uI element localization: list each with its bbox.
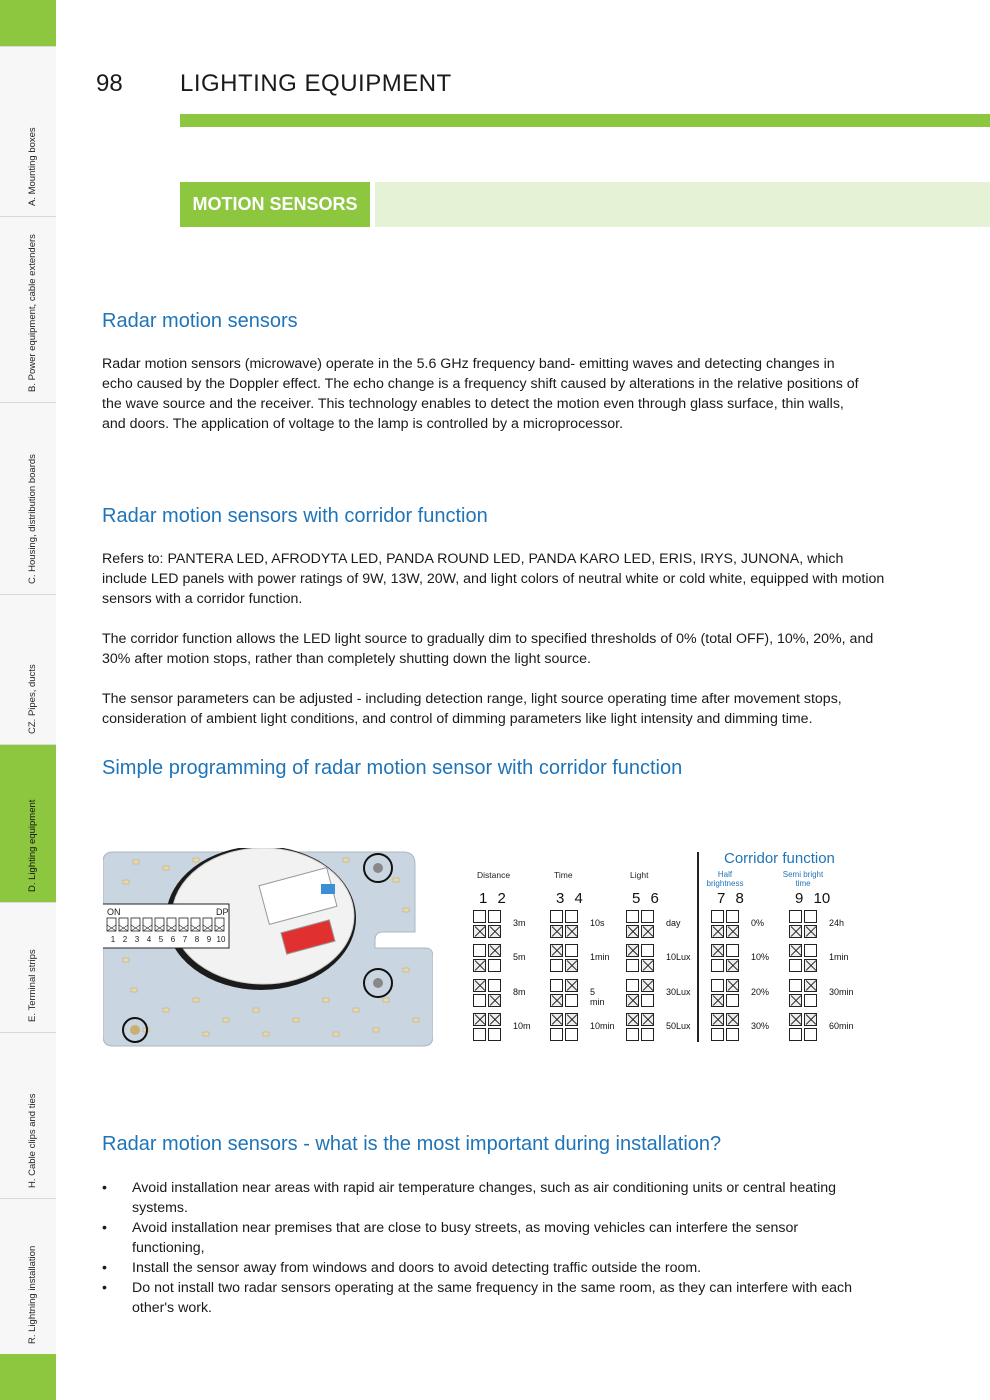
dip-switch-icon [473,944,486,973]
switch-lower-box [473,959,486,972]
dip-number: 7 [182,935,188,944]
setting-value: 24h [829,918,845,928]
switch-upper-box [473,1013,486,1026]
switch-upper-box [626,910,639,923]
group-header: Light [630,870,649,880]
switch-lower-box [488,925,501,938]
switch-lower-box [711,959,724,972]
setting-value: 10m [513,1021,531,1031]
switch-upper-box [473,910,486,923]
dip-switch-icon [789,979,802,1008]
dip-number: 6 [170,935,176,944]
sidebar-tab-label: B. Power equipment, cable extenders [27,234,38,392]
switch-upper-box [488,979,501,992]
sidebar-tab-lighting[interactable] [0,744,56,902]
dip-number: 3 [134,935,140,944]
setting-value: 10min [590,1021,615,1031]
dip-switch-icon [804,944,817,973]
dip-switch-icon [804,1013,817,1042]
switch-lower-box [626,959,639,972]
title-underline-bar [180,114,990,127]
dip-switch-icon [488,1013,501,1042]
dip-switch-icon [488,944,501,973]
dip-number: 8 [194,935,200,944]
switch-lower-box [565,925,578,938]
group-pin-numbers: 5 6 [632,890,659,907]
switch-lower-box [804,1028,817,1041]
switch-lower-box [473,994,486,1007]
switch-upper-box [641,1013,654,1026]
switch-lower-box [641,994,654,1007]
setting-value: 3m [513,918,526,928]
switch-upper-box [565,910,578,923]
switch-upper-box [711,944,724,957]
switch-upper-box [711,1013,724,1026]
switch-lower-box [488,959,501,972]
sidebar-tab-power-equipment[interactable] [0,216,56,402]
dip-switch-icon [711,910,724,939]
switch-upper-box [726,979,739,992]
dip-switch-icon [804,910,817,939]
dip-switch-icon [473,979,486,1008]
sidebar-tab-lightning[interactable] [0,1198,56,1354]
switch-lower-box [726,925,739,938]
switch-lower-box [804,925,817,938]
section-band [375,182,990,227]
dip-switch-icon [789,1013,802,1042]
paragraph-corridor-1: Refers to: PANTERA LED, AFRODYTA LED, PANDA ROUND LED, PANDA KARO LED, ERIS, IRYS, JUNONA, which include LED panels with power ratings of 9W, 13W, 20W, and light colors of neutral white or cold white, equipped with motion sensors with a corridor function. [102,551,885,607]
dip-switch-icon [641,1013,654,1042]
dip-numbers [107,935,227,944]
switch-upper-box [626,979,639,992]
switch-upper-box [804,1013,817,1026]
switch-lower-box [641,1028,654,1041]
group-pin-numbers: 1 2 [479,890,506,907]
dip-switch-icon [565,1013,578,1042]
switch-upper-box [789,910,802,923]
switch-lower-box [626,994,639,1007]
switch-lower-box [488,1028,501,1041]
dip-programming-table [470,848,870,1048]
page-number: 98 [96,70,123,97]
switch-lower-box [626,925,639,938]
switch-upper-box [711,910,724,923]
setting-value: 20% [751,987,770,997]
group-header: Semi bright time [782,870,824,888]
switch-lower-box [711,925,724,938]
sidebar-tab-label: D. Lighting equipment [27,799,38,892]
setting-value: 10s [590,918,605,928]
switch-upper-box [726,944,739,957]
dip-switch-icon [550,979,563,1008]
list-item: • Do not install two radar sensors operating at the same frequency in the same room, as they can interfere with each other's work. [102,1278,862,1318]
dip-number: 4 [146,935,152,944]
installation-list [102,1178,862,1318]
dip-switch-icon [726,1013,739,1042]
dip-switch-icon [726,944,739,973]
setting-value: day [666,918,681,928]
switch-upper-box [473,944,486,957]
switch-lower-box [804,959,817,972]
switch-lower-box [711,1028,724,1041]
dip-switch-icon [488,910,501,939]
dip-switch-icon [473,910,486,939]
switch-lower-box [626,1028,639,1041]
switch-upper-box [550,1013,563,1026]
switch-upper-box [804,910,817,923]
page-title: LIGHTING EQUIPMENT [180,70,452,97]
sidebar-bottom-cap [0,1354,56,1400]
switch-lower-box [550,1028,563,1041]
group-pin-numbers: 3 4 [556,890,583,907]
switch-lower-box [789,925,802,938]
switch-upper-box [488,1013,501,1026]
switch-upper-box [488,944,501,957]
setting-value: 10Lux [666,952,691,962]
dip-switch-icon [550,910,563,939]
sidebar-top-cap [0,0,56,46]
led-panel-diagram [103,848,433,1048]
setting-value: 50Lux [666,1021,691,1031]
switch-lower-box [726,994,739,1007]
dip-switch-icon [473,1013,486,1042]
dip-switch-icon [550,1013,563,1042]
group-header: Half brightness [706,870,744,888]
dip-number: 2 [122,935,128,944]
corridor-divider [697,852,699,1042]
setting-value: 5m [513,952,526,962]
switch-upper-box [641,910,654,923]
dip-switch-icon [626,979,639,1008]
dip-switch-icon [789,910,802,939]
dip-switch-icon [626,910,639,939]
sidebar-tab-mounting-boxes[interactable] [0,46,56,216]
dip-switch-icon [550,944,563,973]
setting-value: 60min [829,1021,854,1031]
switch-lower-box [789,994,802,1007]
switch-lower-box [565,994,578,1007]
setting-value: 5 min [590,987,605,1007]
dip-switch-icon [565,910,578,939]
heading-installation: Radar motion sensors - what is the most important during installation? [102,1133,722,1155]
dip-switch-icon [711,979,724,1008]
setting-value: 30Lux [666,987,691,997]
heading-corridor: Radar motion sensors with corridor function [102,505,488,527]
dip-switch-icon [488,979,501,1008]
heading-radar: Radar motion sensors [102,310,298,332]
switch-lower-box [473,1028,486,1041]
group-pin-numbers: 7 8 [717,890,744,907]
sidebar-tab-label: H. Cable clips and ties [27,1093,38,1188]
switch-lower-box [550,959,563,972]
setting-value: 30min [829,987,854,997]
switch-upper-box [488,910,501,923]
dip-switch-icon [711,1013,724,1042]
setting-value: 0% [751,918,765,928]
heading-programming: Simple programming of radar motion sensor with corridor function [102,757,683,779]
switch-lower-box [473,925,486,938]
switch-upper-box [789,944,802,957]
dip-switch-icon [626,1013,639,1042]
switch-lower-box [565,959,578,972]
sidebar-tab-cable-clips[interactable] [0,1032,56,1198]
dip-dp-label: DP [216,907,229,917]
switch-upper-box [641,944,654,957]
switch-lower-box [488,994,501,1007]
switch-upper-box [550,910,563,923]
dip-switch-icon [711,944,724,973]
switch-upper-box [726,910,739,923]
switch-lower-box [550,994,563,1007]
paragraph-radar: Radar motion sensors (microwave) operate in the 5.6 GHz frequency band- emitting waves and detecting changes in echo caused by the Doppler effect. The echo change is a frequency shift caused by alterations in the relative positions of the wave source and the receiver. This technology enables to detect the motion even through glass surface, thin walls, and doors. The application of voltage to the lamp is controlled by a microprocessor. [102,356,859,432]
dip-switch-icon [641,910,654,939]
switch-lower-box [550,925,563,938]
switch-upper-box [804,979,817,992]
sidebar-tab-terminal-strips[interactable] [0,902,56,1032]
switch-upper-box [641,979,654,992]
switch-upper-box [550,979,563,992]
led-panel-illustration [103,848,433,1048]
dip-switch-icon [565,944,578,973]
setting-value: 8m [513,987,526,997]
dip-number: 1 [110,935,116,944]
sidebar-tab-label: C. Housing, distribution boards [27,454,38,584]
list-item: • Avoid installation near areas with rapid air temperature changes, such as air conditioning units or central heating systems. [102,1178,862,1218]
paragraph-corridor-3: The sensor parameters can be adjusted - including detection range, light source operating time after movement stops, consideration of ambient light conditions, and control of dimming parameters like light intensity and dimming time. [102,691,842,727]
group-header: Time [554,870,573,880]
switch-upper-box [726,1013,739,1026]
dip-number: 5 [158,935,164,944]
switch-lower-box [641,959,654,972]
switch-upper-box [711,979,724,992]
dip-switch-icon [641,979,654,1008]
switch-lower-box [726,1028,739,1041]
list-item: • Install the sensor away from windows and doors to avoid detecting traffic outside the room. [102,1258,862,1278]
switch-upper-box [565,1013,578,1026]
list-item: • Avoid installation near premises that are close to busy streets, as moving vehicles can interfere the sensor functioning, [102,1218,862,1258]
switch-upper-box [565,979,578,992]
switch-upper-box [626,1013,639,1026]
switch-upper-box [789,1013,802,1026]
sidebar-tab-label: E. Terminal strips [27,949,38,1022]
switch-upper-box [626,944,639,957]
setting-value: 1min [829,952,849,962]
dip-switch-icon [804,979,817,1008]
sidebar-tab-housing[interactable] [0,402,56,594]
corridor-function-title: Corridor function [724,850,835,867]
sidebar-tab-pipes[interactable] [0,594,56,744]
dip-switch-icon [565,979,578,1008]
dip-number: 9 [206,935,212,944]
switch-upper-box [550,944,563,957]
group-pin-numbers: 9 10 [795,890,831,907]
dip-on-label: ON [107,907,121,917]
switch-lower-box [641,925,654,938]
dip-number: 10 [216,935,226,944]
paragraph-corridor-2: The corridor function allows the LED light source to gradually dim to specified thresholds of 0% (total OFF), 10%, 20%, and 30% after motion stops, rather than completely shutting down the light source. [102,631,874,667]
switch-lower-box [565,1028,578,1041]
dip-switch-icon [789,944,802,973]
dip-switch-icon [726,979,739,1008]
dip-switch-icon [641,944,654,973]
switch-upper-box [789,979,802,992]
switch-upper-box [565,944,578,957]
switch-upper-box [473,979,486,992]
switch-lower-box [804,994,817,1007]
dip-switch-icon [626,944,639,973]
sidebar-tab-label: CZ. Pipes, ducts [27,664,38,734]
dip-switch-icon [726,910,739,939]
sidebar-tab-label: A. Mounting boxes [27,127,38,206]
setting-value: 30% [751,1021,770,1031]
switch-lower-box [726,959,739,972]
switch-upper-box [804,944,817,957]
setting-value: 10% [751,952,770,962]
section-label: MOTION SENSORS [180,182,370,227]
setting-value: 1min [590,952,610,962]
switch-lower-box [789,959,802,972]
switch-lower-box [789,1028,802,1041]
sidebar-tab-label: R. Lightning installation [27,1245,38,1344]
sidebar [0,0,56,1400]
switch-lower-box [711,994,724,1007]
group-header: Distance [477,870,511,880]
